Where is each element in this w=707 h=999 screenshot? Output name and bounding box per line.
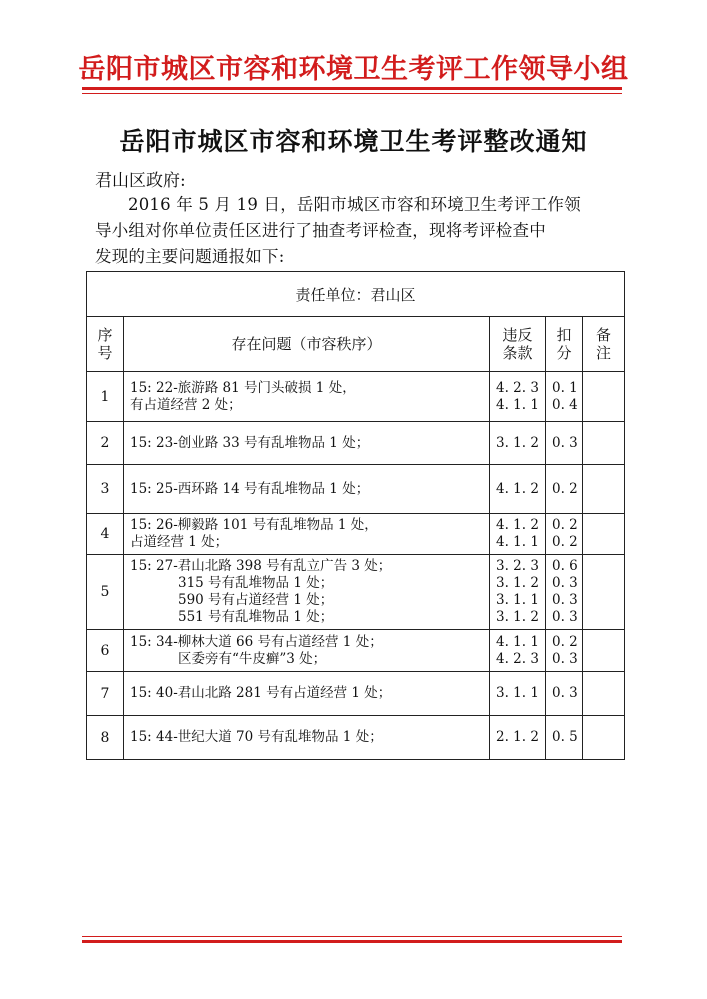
clause-line: 4. 1. 2 — [496, 517, 539, 533]
clause-line: 3. 2. 3 — [496, 558, 539, 574]
row-issue — [124, 372, 490, 422]
issue-line: 15: 26-柳毅路 101 号有乱堆物品 1 处， — [130, 517, 378, 533]
letterhead-rule-thick — [82, 87, 622, 90]
row-no: 7 — [87, 672, 124, 716]
row-deduction — [546, 372, 583, 422]
row-clause — [490, 514, 546, 555]
header-text: 号 — [97, 344, 113, 362]
body-line: 2016 年 5 月 19 日，岳阳市城区市容和环境卫生考评工作领 — [128, 195, 581, 214]
header-remark — [583, 317, 625, 372]
row-clause — [490, 672, 546, 716]
row-remark — [583, 555, 625, 630]
row-issue — [124, 555, 490, 630]
deduction-line: 0. 2 — [552, 633, 578, 650]
document-title: 岳阳市城区市容和环境卫生考评整改通知 — [119, 127, 588, 156]
row-no: 3 — [87, 465, 124, 514]
clause-line: 4. 2. 3 — [496, 650, 539, 667]
table-row — [87, 716, 625, 760]
issue-line: 区委旁有“牛皮癣”3 处； — [178, 650, 327, 667]
issue-line: 551 号有乱堆物品 1 处； — [178, 609, 334, 625]
row-deduction — [546, 422, 583, 465]
deduction-line: 0. 3 — [552, 592, 578, 608]
letterhead-title: 岳阳市城区市容和环境卫生考评工作领导小组 — [78, 54, 629, 85]
row-remark — [583, 465, 625, 514]
row-issue — [124, 514, 490, 555]
letterhead-rule-thin — [82, 93, 622, 94]
row-remark — [583, 630, 625, 672]
issue-line: 15: 25-西环路 14 号有乱堆物品 1 处； — [130, 480, 370, 497]
table-row — [87, 422, 625, 465]
row-no: 4 — [87, 514, 124, 555]
clause-line: 2. 1. 2 — [496, 729, 539, 745]
header-text: 扣 — [556, 326, 572, 344]
header-text: 条款 — [502, 344, 533, 362]
clause-line: 3. 1. 2 — [496, 609, 539, 625]
row-no: 1 — [87, 372, 124, 422]
deduction-line: 0. 3 — [552, 575, 578, 591]
clause-line: 4. 2. 3 — [496, 379, 539, 396]
header-clause — [490, 317, 546, 372]
deduction-line: 0. 2 — [552, 480, 578, 497]
row-remark — [583, 514, 625, 555]
deduction-line: 0. 3 — [552, 434, 578, 451]
clause-line: 4. 1. 2 — [496, 480, 539, 497]
issue-line: 15: 22-旅游路 81 号门头破损 1 处， — [130, 379, 356, 396]
table-header-row — [87, 317, 625, 372]
row-clause — [490, 372, 546, 422]
row-deduction — [546, 555, 583, 630]
deduction-line: 0. 3 — [552, 685, 578, 701]
row-clause — [490, 716, 546, 760]
row-no: 2 — [87, 422, 124, 465]
row-clause — [490, 465, 546, 514]
row-deduction — [546, 514, 583, 555]
row-deduction — [546, 465, 583, 514]
table-row — [87, 555, 625, 630]
body-line: 发现的主要问题通报如下: — [95, 247, 285, 266]
row-deduction — [546, 672, 583, 716]
issue-line: 315 号有乱堆物品 1 处； — [178, 575, 334, 591]
notice-body — [95, 192, 623, 270]
deduction-line: 0. 5 — [552, 729, 578, 745]
row-issue — [124, 422, 490, 465]
header-no — [87, 317, 124, 372]
row-clause — [490, 630, 546, 672]
responsible-unit: 责任单位：君山区 — [87, 272, 625, 317]
deduction-line: 0. 4 — [552, 396, 578, 413]
row-no: 8 — [87, 716, 124, 760]
clause-line: 4. 1. 1 — [496, 396, 539, 413]
unit-row — [87, 272, 625, 317]
issue-line: 15: 34-柳林大道 66 号有占道经营 1 处； — [130, 633, 383, 650]
row-issue — [124, 672, 490, 716]
body-line: 导小组对你单位责任区进行了抽查考评检查，现将考评检查中 — [95, 221, 546, 240]
issue-line: 15: 44-世纪大道 70 号有乱堆物品 1 处； — [130, 729, 383, 745]
table-row — [87, 372, 625, 422]
clause-line: 4. 1. 1 — [496, 534, 539, 550]
issue-line: 15: 27-君山北路 398 号有乱立广告 3 处； — [130, 558, 392, 574]
row-remark — [583, 672, 625, 716]
clause-line: 3. 1. 2 — [496, 575, 539, 591]
clause-line: 3. 1. 1 — [496, 592, 539, 608]
deduction-line: 0. 3 — [552, 650, 578, 667]
clause-line: 4. 1. 1 — [496, 633, 539, 650]
row-issue — [124, 630, 490, 672]
row-issue — [124, 465, 490, 514]
issue-line: 15: 23-创业路 33 号有乱堆物品 1 处； — [130, 434, 370, 451]
clause-line: 3. 1. 1 — [496, 685, 539, 701]
row-deduction — [546, 716, 583, 760]
header-text: 序 — [97, 326, 113, 344]
table-row — [87, 514, 625, 555]
salutation: 君山区政府: — [95, 171, 186, 191]
row-clause — [490, 422, 546, 465]
row-clause — [490, 555, 546, 630]
header-text: 违反 — [502, 326, 533, 344]
deduction-line: 0. 1 — [552, 379, 578, 396]
row-deduction — [546, 630, 583, 672]
row-no: 6 — [87, 630, 124, 672]
clause-line: 3. 1. 2 — [496, 434, 539, 451]
row-no: 5 — [87, 555, 124, 630]
row-remark — [583, 422, 625, 465]
table-row — [87, 465, 625, 514]
header-text: 备 — [595, 326, 611, 344]
deduction-line: 0. 2 — [552, 534, 578, 550]
footer-rule-thin — [82, 936, 622, 937]
table-row — [87, 630, 625, 672]
header-text: 注 — [595, 344, 611, 362]
header-text: 分 — [556, 344, 572, 362]
header-issue: 存在问题（市容秩序） — [124, 317, 490, 372]
row-remark — [583, 716, 625, 760]
issue-line: 占道经营 1 处； — [130, 534, 229, 550]
issue-line: 有占道经营 2 处； — [130, 396, 242, 413]
header-deduction — [546, 317, 583, 372]
deduction-line: 0. 2 — [552, 517, 578, 533]
row-remark — [583, 372, 625, 422]
issue-line: 590 号有占道经营 1 处； — [178, 592, 334, 608]
issue-line: 15: 40-君山北路 281 号有占道经营 1 处； — [130, 685, 392, 701]
deduction-line: 0. 6 — [552, 558, 578, 574]
footer-rule-thick — [82, 940, 622, 943]
deduction-line: 0. 3 — [552, 609, 578, 625]
row-issue — [124, 716, 490, 760]
issues-table — [86, 271, 625, 760]
table-row — [87, 672, 625, 716]
